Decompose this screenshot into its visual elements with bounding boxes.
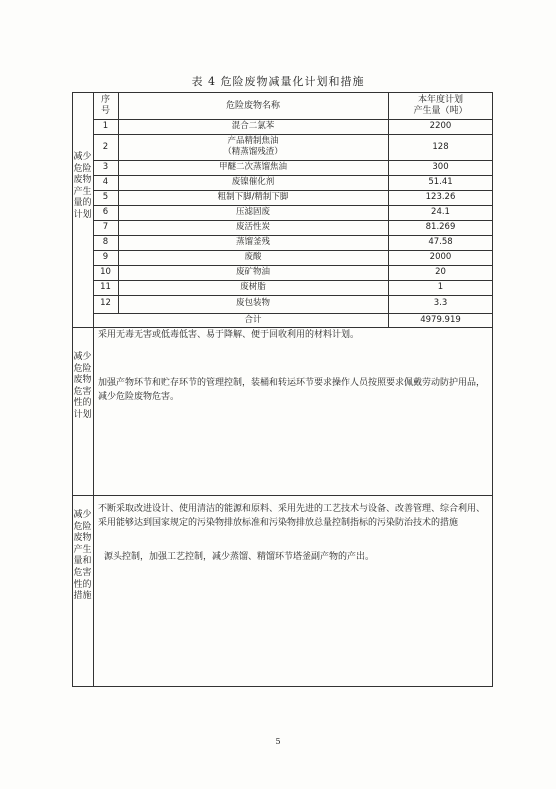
row-no: 4 xyxy=(102,177,109,187)
section-line xyxy=(72,327,493,328)
row-no: 12 xyxy=(100,298,111,308)
row-name: 蒸馏釜残 xyxy=(235,237,270,247)
row-name: 废活性炭 xyxy=(235,222,270,232)
measures-text-1: 不断采取改进设计、使用清洁的能源和原料、采用先进的工艺技术与设备、改善管理、综合利用、采用能够达到国家规定的污染物排放标准和污染物排放总量控制指标的污染防治技术的措施 xyxy=(98,504,486,528)
row-amount: 51.41 xyxy=(428,177,453,187)
row-line xyxy=(93,250,493,251)
plan2-text-2: 加强产物环节和贮存环节的管理控制，装桶和转运环节要求操作人员按照要求佩戴劳动防护用品，减少危险废物危害。 xyxy=(98,378,486,402)
row-name: 废树脂 xyxy=(240,282,266,292)
row-no: 11 xyxy=(100,282,111,292)
row-name: 压滤固废 xyxy=(235,207,270,217)
row-line xyxy=(93,280,493,281)
total-amount: 4979.919 xyxy=(420,315,461,325)
row-line xyxy=(93,220,493,221)
row-name: 混合二氯苯 xyxy=(231,121,275,131)
header-no: 序 号 xyxy=(100,95,110,116)
row-amount: 300 xyxy=(432,162,449,172)
total-label: 合计 xyxy=(244,315,262,325)
row-no: 6 xyxy=(102,207,109,217)
row-line xyxy=(93,295,493,296)
row-amount: 81.269 xyxy=(425,222,456,232)
row-amount: 3.3 xyxy=(433,298,448,308)
table-title: 表 4 危险废物减量化计划和措施 xyxy=(191,75,365,88)
row-amount: 2200 xyxy=(429,121,452,131)
row-line xyxy=(93,175,493,176)
section-line xyxy=(72,495,493,496)
row-line xyxy=(93,134,493,135)
row-no: 7 xyxy=(102,222,109,232)
row-name: 废酸 xyxy=(244,252,262,262)
plan2-text-1: 采用无毒无害或低毒低害、易于降解、便于回收利用的材料计划。 xyxy=(98,330,360,340)
row-amount: 128 xyxy=(432,142,449,152)
header-amount: 本年度计划 产生量（吨） xyxy=(413,95,468,116)
page-number: 5 xyxy=(275,737,281,746)
header-name: 危险废物名称 xyxy=(225,101,280,111)
section-label-1: 减少危险废物产生量的计划 xyxy=(73,152,92,220)
row-no: 10 xyxy=(100,267,111,277)
row-amount: 20 xyxy=(435,267,446,277)
row-line xyxy=(93,205,493,206)
row-no: 8 xyxy=(102,237,109,247)
row-amount: 123.26 xyxy=(425,192,456,202)
row-name: 废矿物油 xyxy=(235,267,270,277)
row-no: 9 xyxy=(102,252,109,262)
row-no: 2 xyxy=(102,142,109,152)
row-amount: 2000 xyxy=(429,252,452,262)
section-label-2: 减少危险废物危害性的计划 xyxy=(73,352,92,420)
row-line xyxy=(93,265,493,266)
row-line xyxy=(93,313,493,314)
row-no: 5 xyxy=(102,192,109,202)
row-name: 甲醚二次蒸馏焦油 xyxy=(218,162,287,172)
row-name: 产品精制焦油 （精蒸馏残渣） xyxy=(223,136,283,157)
row-line xyxy=(93,119,493,120)
section-label-3: 减少危险废物产生量和危害性的措施 xyxy=(73,510,92,602)
row-name: 废镍催化剂 xyxy=(231,177,275,187)
row-amount: 47.58 xyxy=(428,237,453,247)
row-line xyxy=(93,235,493,236)
row-no: 3 xyxy=(102,162,109,172)
row-no: 1 xyxy=(102,121,109,131)
row-name: 废包装物 xyxy=(235,298,270,308)
row-amount: 24.1 xyxy=(431,207,450,217)
row-line xyxy=(93,190,493,191)
measures-text-2: 源头控制，加强工艺控制，减少蒸馏、精馏环节塔釜副产物的产出。 xyxy=(104,552,375,562)
row-name: 粗制下脚/精制下脚 xyxy=(217,192,289,202)
row-amount: 1 xyxy=(437,282,444,292)
row-line xyxy=(93,160,493,161)
